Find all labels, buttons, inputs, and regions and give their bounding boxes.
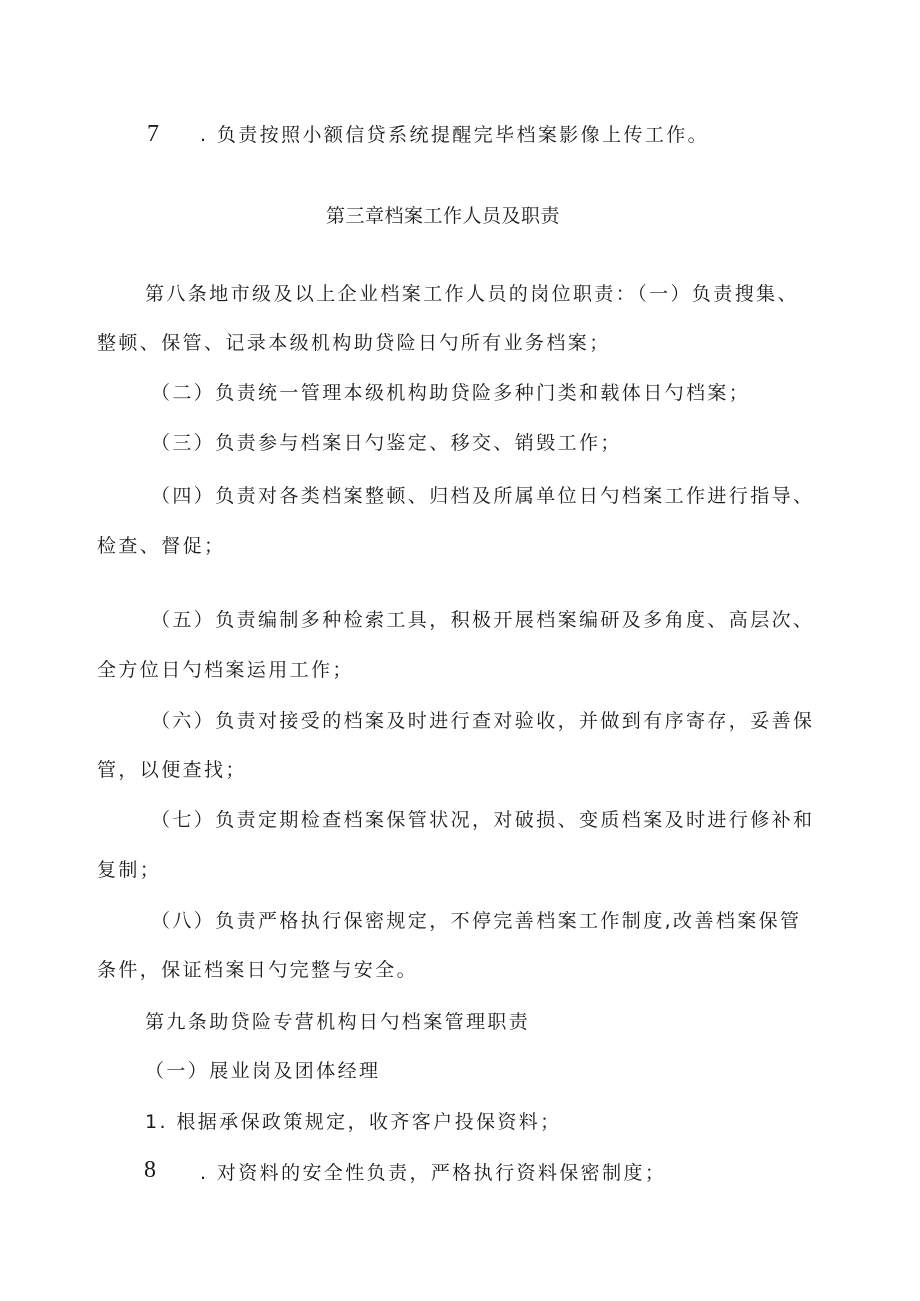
item-7-text: . 负责按照小额信贷系统提醒完毕档案影像上传工作。 — [200, 124, 710, 146]
item-number-7: 7 — [147, 121, 159, 147]
article-8-line-6: 检查、督促； — [97, 535, 226, 557]
section-1-title: （一）展业岗及团体经理 — [145, 1060, 381, 1082]
item-8-text: . 对资料的安全性负责，严格执行资料保密制度； — [200, 1162, 667, 1184]
article-8-line-13: （八）负责严格执行保密规定，不停完善档案工作制度,改善档案保管 — [151, 910, 802, 932]
article-8-line-14: 条件，保证档案日勺完整与安全。 — [97, 959, 419, 981]
item-1-text: 1. 根据承保政策规定，收齐客户投保资料； — [145, 1111, 562, 1133]
article-8-line-4: （三）负责参与档案日勺鉴定、移交、销毁工作； — [151, 432, 622, 454]
article-8-line-3: （二）负责统一管理本级机构助贷险多种门类和载体日勺档案； — [151, 382, 751, 404]
article-8-line-1: 第八条地市级及以上企业档案工作人员的岗位职责：（一）负责搜集、 — [145, 283, 799, 305]
article-8-line-5: （四）负责对各类档案整顿、归档及所属单位日勺档案工作进行指导、 — [151, 485, 815, 507]
article-8-line-7: （五）负责编制多种检索工具，积极开展档案编研及多角度、高层次、 — [151, 609, 815, 631]
article-8-line-10: 管，以便查找； — [97, 759, 247, 781]
article-8-line-11: （七）负责定期检查档案保管状况，对破损、变质档案及时进行修补和 — [151, 809, 815, 831]
article-8-line-9: （六）负责对接受的档案及时进行查对验收，并做到有序寄存，妥善保 — [151, 710, 815, 732]
article-9-title: 第九条助贷险专营机构日勺档案管理职责 — [145, 1011, 531, 1033]
article-8-line-8: 全方位日勺档案运用工作； — [97, 659, 354, 681]
chapter-title: 第三章档案工作人员及职责 — [326, 205, 561, 227]
article-8-line-2: 整顿、保管、记录本级机构助贷险日勺所有业务档案； — [97, 332, 611, 354]
article-8-line-12: 复制； — [97, 859, 162, 881]
item-number-8: 8 — [144, 1157, 156, 1183]
